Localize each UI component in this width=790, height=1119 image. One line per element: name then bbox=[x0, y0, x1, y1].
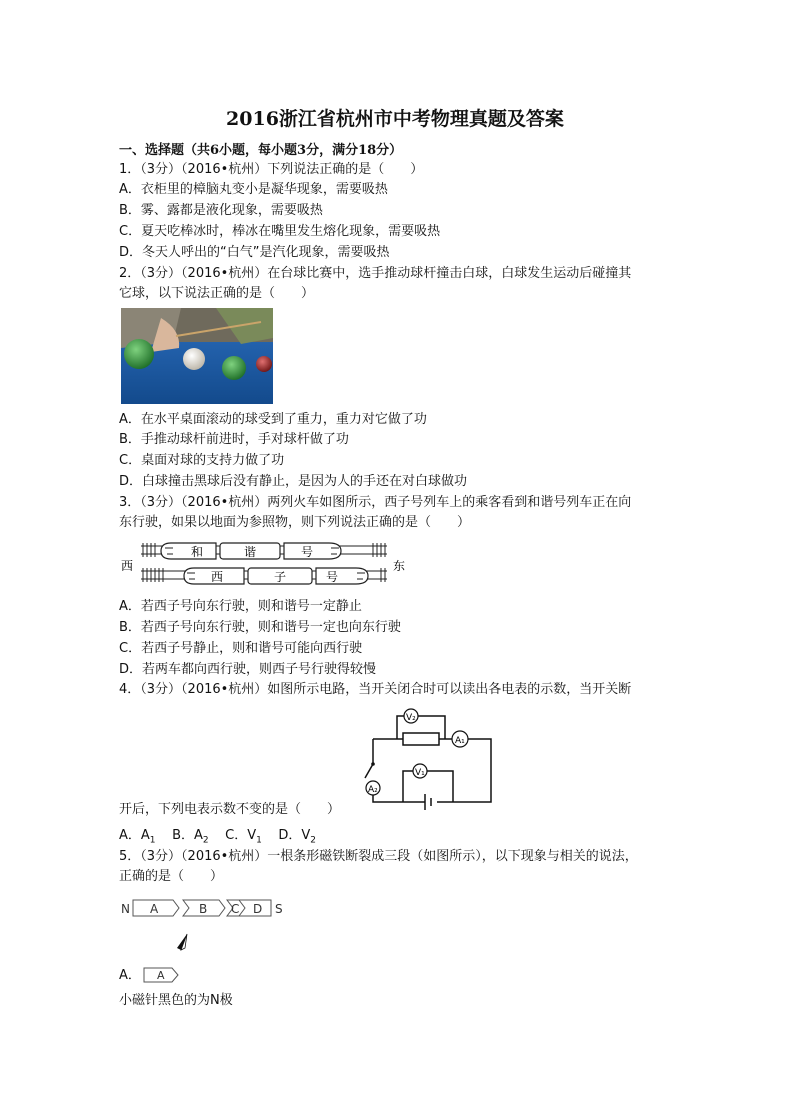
train-bottom-car2: 子 bbox=[274, 570, 287, 584]
section-heading: 一、选择题（共6小题，每小题3分，满分18分） bbox=[119, 143, 403, 158]
q1-option-a: A．衣柜里的樟脑丸变小是凝华现象，需要吸热 bbox=[119, 182, 388, 197]
q2-option-c: C．桌面对球的支持力做了功 bbox=[119, 453, 285, 468]
q2-stem-line2: 它球，以下说法正确的是（ ） bbox=[119, 286, 315, 301]
q4-option-d: D．$V_2$ bbox=[278, 828, 317, 846]
direction-west: 西 bbox=[121, 559, 134, 573]
pole-s: S bbox=[275, 902, 283, 916]
q2-option-b: B．手推动球杆前进时，手对球杆做了功 bbox=[119, 432, 349, 447]
q1-option-b: B．雾、露都是液化现象，需要吸热 bbox=[119, 203, 323, 218]
segment-b: B bbox=[199, 902, 208, 916]
q1-option-c: C．夏天吃棒冰时，棒冰在嘴里发生熔化现象，需要吸热 bbox=[119, 224, 441, 239]
q3-option-d: D．若两车都向西行驶，则西子号行驶得较慢 bbox=[119, 662, 377, 677]
q5-option-a-segment bbox=[142, 966, 182, 984]
train-bottom-car3: 号 bbox=[326, 570, 339, 584]
q1-stem: 1．（3分）（2016•杭州）下列说法正确的是（ ） bbox=[119, 162, 424, 177]
q2-option-d: D．白球撞击黑球后没有静止，是因为人的手还在对白球做功 bbox=[119, 474, 468, 489]
q3-stem-line1: 3．（3分）（2016•杭州）两列火车如图所示，西子号列车上的乘客看到和谐号列车正在向 bbox=[119, 495, 632, 510]
magnet-diagram bbox=[119, 896, 289, 958]
meter-a2: A₂ bbox=[368, 785, 378, 795]
q4-stem-line1: 4．（3分）（2016•杭州）如图所示电路，当开关闭合时可以读出各电表的示数，当开关断 bbox=[119, 682, 632, 697]
pole-n: N bbox=[121, 902, 130, 916]
train-bottom-car1: 西 bbox=[211, 570, 224, 584]
meter-v1: V₁ bbox=[415, 768, 425, 778]
q3-option-a: A．若西子号向东行驶，则和谐号一定静止 bbox=[119, 599, 362, 614]
page-title: 2016浙江省杭州市中考物理真题及答案 bbox=[226, 108, 564, 130]
q4-option-a: A．$A_1$ bbox=[119, 828, 156, 846]
svg-text:A: A bbox=[157, 969, 165, 982]
q4-option-c: C．$V_1$ bbox=[225, 828, 262, 846]
q3-option-b: B．若西子号向东行驶，则和谐号一定也向东行驶 bbox=[119, 620, 401, 635]
train-top-car1: 和 bbox=[191, 545, 204, 559]
direction-east: 东 bbox=[393, 559, 406, 573]
q5-option-a: A． bbox=[119, 968, 141, 983]
q4-option-b: B．$A_2$ bbox=[172, 828, 209, 846]
q2-stem-line1: 2．（3分）（2016•杭州）在台球比赛中，选手推动球杆撞击白球，白球发生运动后碰撞其 bbox=[119, 266, 632, 281]
compass-needle-icon bbox=[177, 934, 187, 950]
meter-v2: V₂ bbox=[406, 713, 416, 723]
q1-option-d: D．冬天人呼出的“白气”是汽化现象，需要吸热 bbox=[119, 245, 390, 260]
billiards-photo bbox=[121, 308, 273, 404]
q2-option-a: A．在水平桌面滚动的球受到了重力，重力对它做了功 bbox=[119, 412, 427, 427]
segment-d: D bbox=[253, 902, 263, 916]
q4-stem-line2: 开后，下列电表示数不变的是（ ） bbox=[119, 802, 341, 817]
meter-a1: A₁ bbox=[455, 736, 465, 746]
train-top-car2: 谐 bbox=[244, 545, 257, 559]
q5-stem-line1: 5．（3分）（2016•杭州）一根条形磁铁断裂成三段（如图所示），以下现象与相关的说法， bbox=[119, 849, 638, 864]
segment-a: A bbox=[150, 902, 159, 916]
trains-diagram bbox=[119, 540, 409, 592]
circuit-diagram bbox=[355, 702, 495, 806]
q3-stem-line2: 东行驶，如果以地面为参照物，则下列说法正确的是（ ） bbox=[119, 515, 471, 530]
q5-option-a-text: 小磁针黑色的为N极 bbox=[119, 993, 233, 1008]
train-top-car3: 号 bbox=[301, 545, 314, 559]
segment-c: C bbox=[231, 902, 240, 916]
q5-stem-line2: 正确的是（ ） bbox=[119, 869, 224, 884]
q3-option-c: C．若西子号静止，则和谐号可能向西行驶 bbox=[119, 641, 363, 656]
